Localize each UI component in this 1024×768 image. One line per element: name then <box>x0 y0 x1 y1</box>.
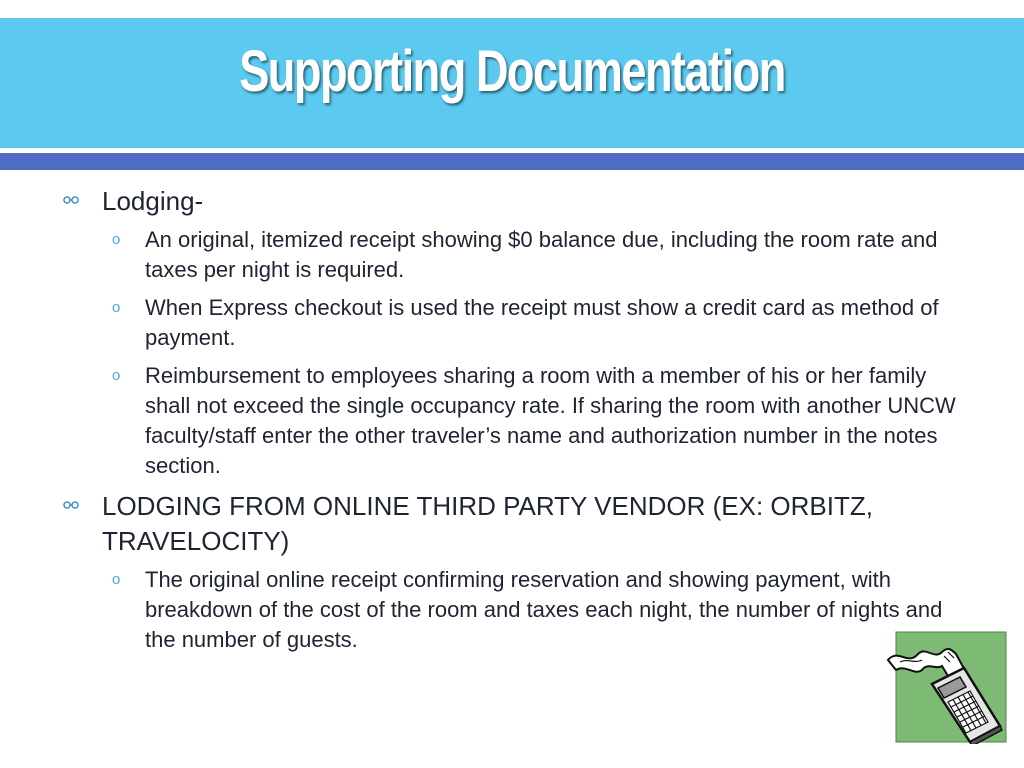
sub-bullet-item <box>60 361 960 481</box>
sub-bullet-item <box>60 293 960 353</box>
sub-bullet-text: When Express checkout is used the receipt must show a credit card as method of payment. <box>145 295 939 350</box>
sub-bullet-item <box>60 225 960 285</box>
bullet-text: Lodging- <box>102 186 204 216</box>
circle-bullet-icon: o <box>112 367 121 384</box>
sub-bullet-text: An original, itemized receipt showing $0 balance due, including the room rate and taxes per night is required. <box>145 227 938 282</box>
bullet-item-third-party-vendor <box>60 489 960 559</box>
circle-bullet-icon: o <box>112 571 121 588</box>
sub-bullet-text: The original online receipt confirming reservation and showing payment, with breakdown of the cost of the room and taxes each night, the number of nights and the number of guests. <box>145 567 943 652</box>
bullet-text: LODGING FROM ONLINE THIRD PARTY VENDOR (EX: ORBITZ, TRAVELOCITY) <box>102 491 873 556</box>
sub-bullet-list <box>60 565 960 655</box>
bullet-item-lodging <box>60 184 960 219</box>
accent-rule <box>0 153 1024 170</box>
sub-bullet-item <box>60 565 960 655</box>
sub-bullet-text: Reimbursement to employees sharing a room with a member of his or her family shall not exceed the single occupancy rate. If sharing the room with another UNCW faculty/staff enter the other traveler’s name and authorization number in the notes section. <box>145 363 956 478</box>
swirl-bullet-icon <box>60 184 92 219</box>
sub-bullet-list <box>60 225 960 481</box>
bullet-content <box>60 184 960 663</box>
circle-bullet-icon: o <box>112 231 121 248</box>
circle-bullet-icon: o <box>112 299 121 316</box>
slide-title: Supporting Documentation <box>239 39 785 104</box>
swirl-bullet-icon <box>60 489 92 524</box>
receipt-calculator-icon <box>884 630 1008 744</box>
